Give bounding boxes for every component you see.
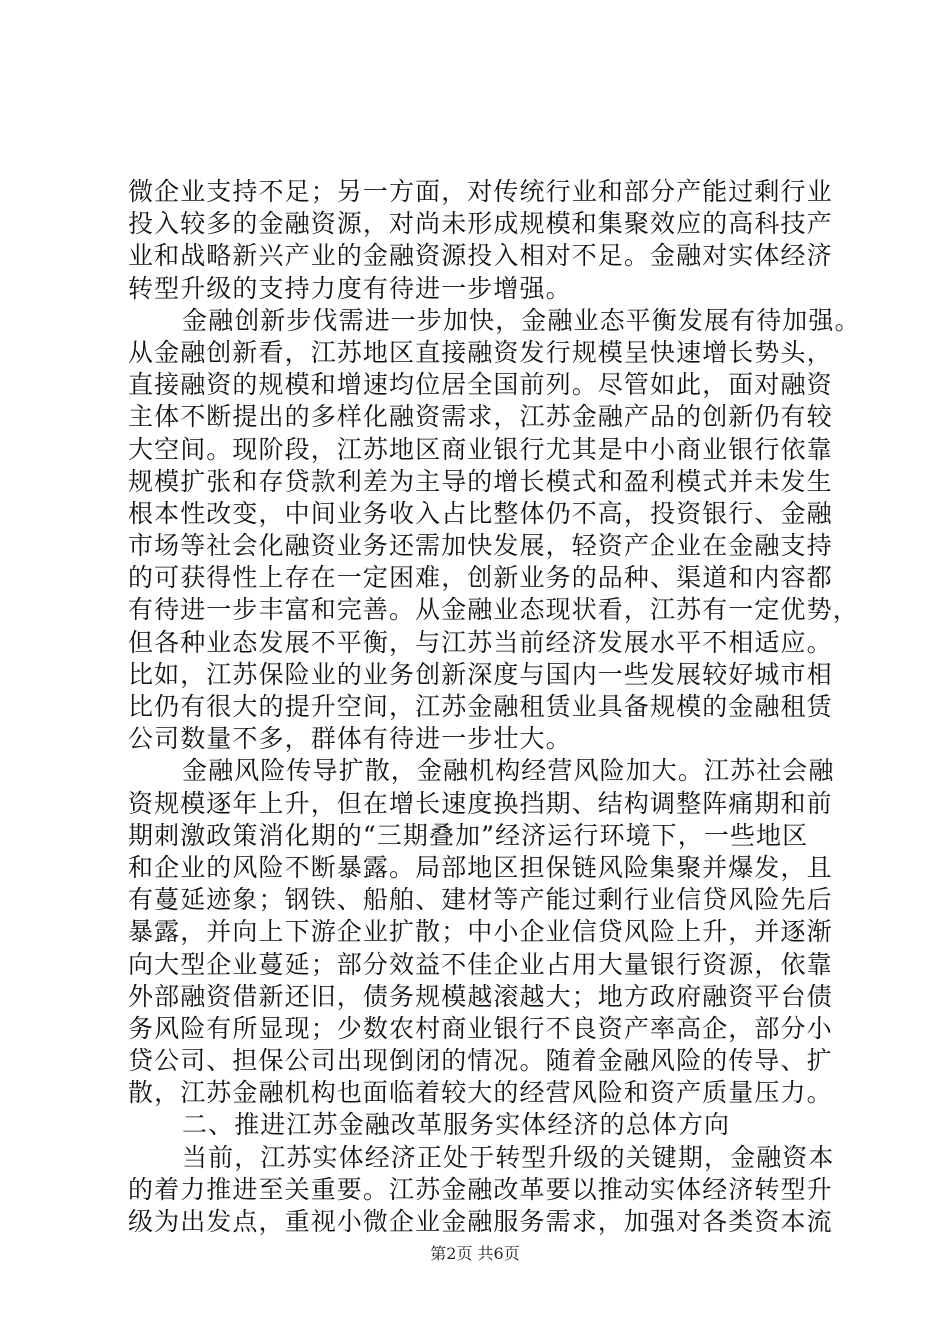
text-line: 务风险有所显现；少数农村商业银行不良资产率高企，部分小	[128, 1013, 833, 1043]
text-line: 外部融资借新还旧，债务规模越滚越大；地方政府融资平台债	[128, 981, 833, 1011]
text-line: 投入较多的金融资源，对尚未形成规模和集聚效应的高科技产	[128, 209, 833, 239]
text-line: 规模扩张和存贷款利差为主导的增长模式和盈利模式并未发生	[128, 466, 833, 496]
text-line: 根本性改变，中间业务收入占比整体仍不高，投资银行、金融	[128, 498, 833, 528]
text-line: 公司数量不多，群体有待进一步壮大。	[128, 724, 572, 754]
text-line: 比如，江苏保险业的业务创新深度与国内一些发展较好城市相	[128, 659, 833, 689]
text-line: 级为出发点，重视小微企业金融服务需求，加强对各类资本流	[128, 1207, 833, 1236]
text-line: 直接融资的规模和增速均位居全国前列。尽管如此，面对融资	[128, 370, 833, 400]
text-line: 有蔓延迹象；钢铁、船舶、建材等产能过剩行业信贷风险先后	[128, 885, 833, 915]
text-line: 大空间。现阶段，江苏地区商业银行尤其是中小商业银行依靠	[128, 434, 833, 464]
text-line: 的可获得性上存在一定困难，创新业务的品种、渠道和内容都	[128, 563, 833, 593]
text-line: 市场等社会化融资业务还需加快发展，轻资产企业在金融支持	[128, 531, 833, 561]
text-line: 从金融创新看，江苏地区直接融资发行规模呈快速增长势头，	[128, 337, 833, 367]
text-line: 但各种业态发展不平衡，与江苏当前经济发展水平不相适应。	[128, 627, 833, 657]
text-line: 比仍有很大的提升空间，江苏金融租赁业具备规模的金融租赁	[128, 692, 833, 721]
text-line: 贷公司、担保公司出现倒闭的情况。随着金融风险的传导、扩	[128, 1046, 833, 1076]
text-line: 业和战略新兴产业的金融资源投入相对不足。金融对实体经济	[128, 241, 833, 271]
text-line: 的着力推进至关重要。江苏金融改革要以推动实体经济转型升	[128, 1174, 833, 1204]
text-line: 有待进一步丰富和完善。从金融业态现状看，江苏有一定优势，	[128, 595, 859, 625]
text-line: 散，江苏金融机构也面临着较大的经营风险和资产质量压力。	[128, 1078, 833, 1108]
page-footer: 第2页 共6页	[430, 1244, 520, 1263]
document-body	[128, 176, 868, 1238]
text-line: 主体不断提出的多样化融资需求，江苏金融产品的创新仍有较	[128, 402, 833, 432]
text-line: 当前，江苏实体经济正处于转型升级的关键期，金融资本	[182, 1142, 835, 1172]
text-line: 转型升级的支持力度有待进一步增强。	[128, 273, 572, 303]
text-line: 金融创新步伐需进一步加快，金融业态平衡发展有待加强。	[182, 305, 861, 335]
text-line: 期刺激政策消化期的“三期叠加”经济运行环境下，一些地区	[128, 820, 809, 850]
text-line: 向大型企业蔓延；部分效益不佳企业占用大量银行资源，依靠	[128, 949, 833, 979]
text-line: 二、推进江苏金融改革服务实体经济的总体方向	[182, 1110, 731, 1140]
text-line: 微企业支持不足；另一方面，对传统行业和部分产能过剩行业	[128, 177, 833, 206]
text-line: 金融风险传导扩散，金融机构经营风险加大。江苏社会融	[182, 756, 835, 786]
text-line: 和企业的风险不断暴露。局部地区担保链风险集聚并爆发，且	[128, 852, 833, 882]
text-line: 暴露，并向上下游企业扩散；中小企业信贷风险上升，并逐渐	[128, 917, 833, 947]
text-line: 资规模逐年上升，但在增长速度换挡期、结构调整阵痛期和前	[128, 788, 833, 818]
